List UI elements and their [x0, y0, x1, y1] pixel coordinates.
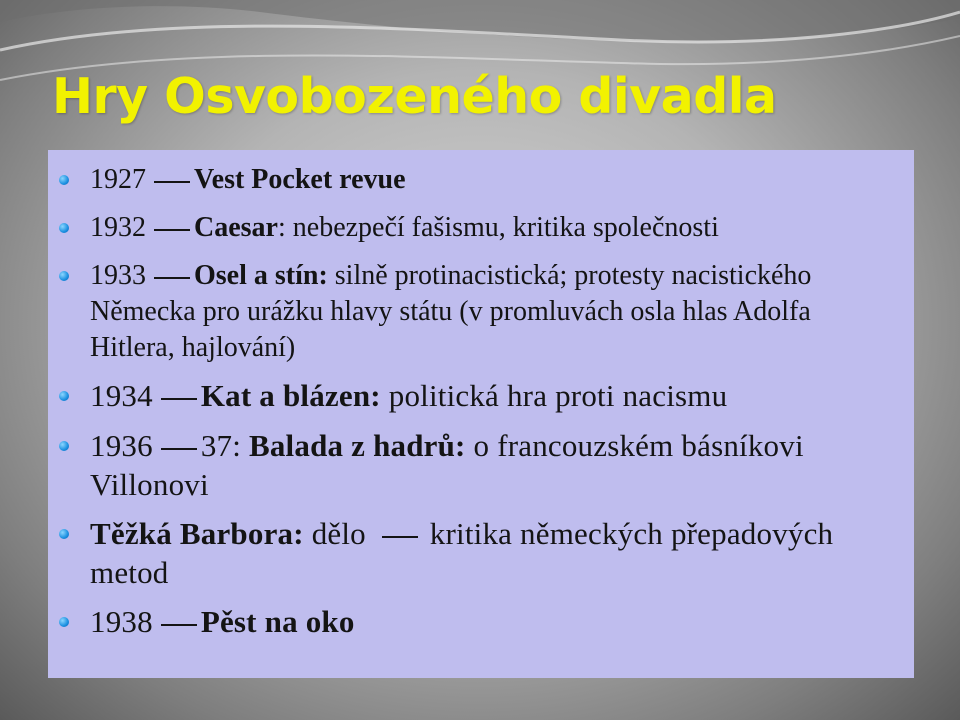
- list-item: [48, 376, 914, 415]
- item-year: 1936: [90, 428, 153, 463]
- dash-icon: [154, 181, 190, 183]
- item-year: 1927: [90, 164, 146, 195]
- list-item: [48, 602, 914, 641]
- item-text-after: kritika německých přepadových metod: [90, 516, 834, 590]
- item-text: silně protinacistická; protesty nacistického Německa pro urážku hlavy státu (v promluvách osla hlas Adolfa Hitlera, hajlování): [90, 260, 812, 363]
- item-year: 1938: [90, 604, 153, 639]
- list-item: [48, 162, 914, 198]
- item-title: Kat a blázen:: [200, 378, 381, 413]
- item-title: Vest Pocket revue: [194, 164, 406, 195]
- item-year: 1934: [90, 378, 153, 413]
- item-text: : nebezpečí fašismu, kritika společnosti: [277, 212, 719, 243]
- bullet-list: [48, 162, 914, 641]
- bullet-icon: [59, 175, 69, 185]
- bullet-icon: [59, 391, 69, 401]
- bullet-icon: [59, 617, 69, 627]
- item-title: Pěst na oko: [200, 604, 355, 639]
- dash-icon: [161, 398, 197, 400]
- item-title: Těžká Barbora:: [90, 516, 304, 551]
- list-item: [48, 426, 914, 504]
- dash-icon: [161, 448, 197, 450]
- item-title: Balada z hadrů:: [248, 428, 466, 463]
- dash-icon: [154, 277, 190, 279]
- item-year: 1933: [90, 260, 146, 291]
- dash-icon: [382, 536, 418, 538]
- item-text: o francouzském básníkovi Villonovi: [90, 428, 804, 502]
- slide-title: Hry Osvobozeného divadla: [52, 68, 777, 125]
- list-item: [48, 258, 914, 366]
- item-year: 1932: [90, 212, 146, 243]
- dash-icon: [161, 624, 197, 626]
- bullet-icon: [59, 529, 69, 539]
- item-title: Caesar: [194, 212, 278, 243]
- item-text: dělo: [303, 516, 374, 551]
- bullet-icon: [59, 441, 69, 451]
- content-box: [48, 150, 914, 678]
- bullet-icon: [59, 271, 69, 281]
- item-text: politická hra proti nacismu: [380, 378, 728, 413]
- list-item: [48, 514, 914, 592]
- bullet-icon: [59, 223, 69, 233]
- dash-icon: [154, 229, 190, 231]
- list-item: [48, 210, 914, 246]
- item-title: Osel a stín:: [194, 260, 328, 291]
- item-year-suffix: 37:: [200, 428, 249, 463]
